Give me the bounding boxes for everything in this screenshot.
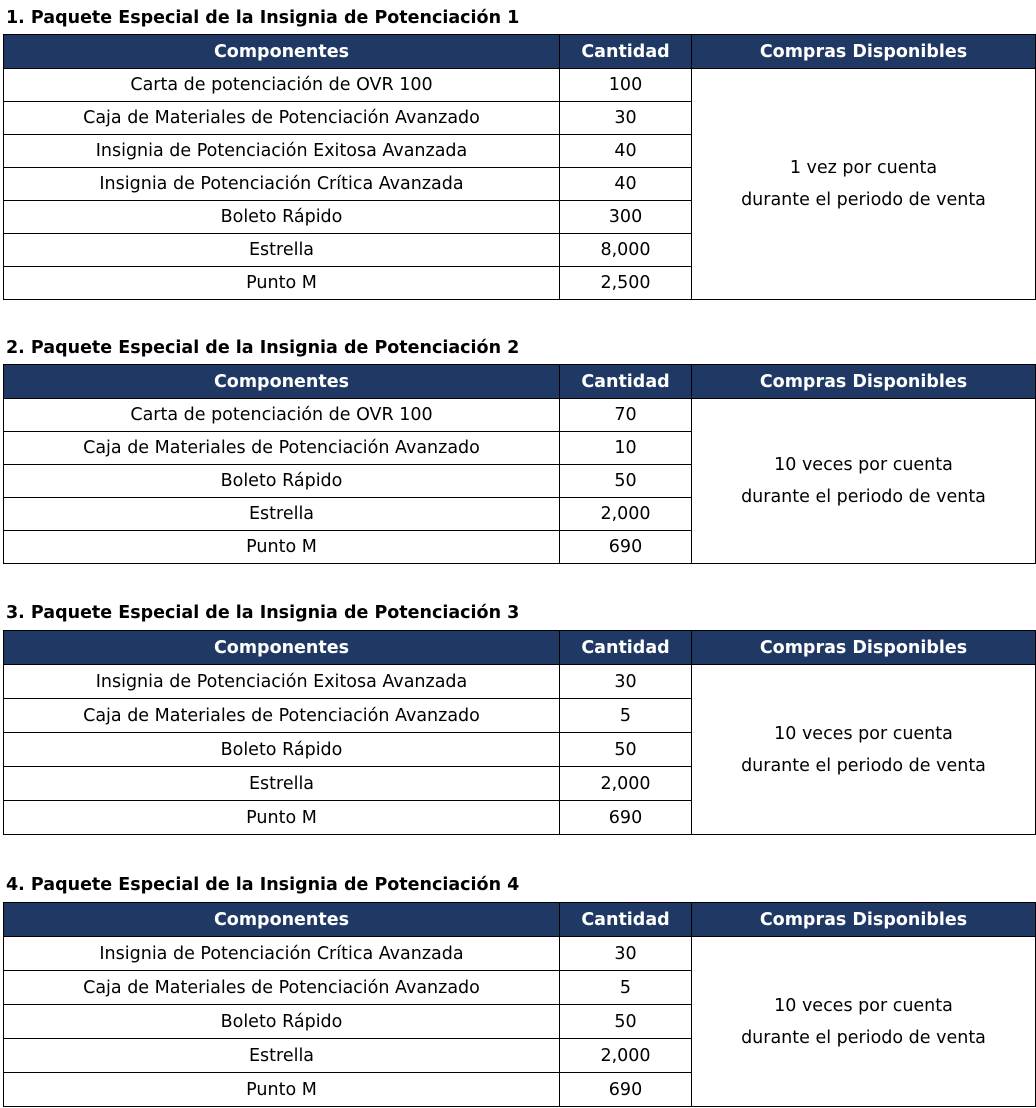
component-cell: Estrella [4,767,560,801]
availability-cell [692,665,1036,835]
table-row [4,665,1036,699]
component-cell: Insignia de Potenciación Exitosa Avanzada [4,135,560,168]
header-quantity: Cantidad [560,35,692,69]
component-cell: Caja de Materiales de Potenciación Avanzado [4,699,560,733]
component-cell: Punto M [4,801,560,835]
component-cell: Carta de potenciación de OVR 100 [4,69,560,102]
component-cell: Insignia de Potenciación Exitosa Avanzada [4,665,560,699]
header-components: Componentes [4,903,560,937]
quantity-cell: 8,000 [560,234,692,267]
component-cell: Boleto Rápido [4,201,560,234]
quantity-cell: 690 [560,801,692,835]
component-cell: Boleto Rápido [4,1005,560,1039]
header-quantity: Cantidad [560,631,692,665]
component-cell: Insignia de Potenciación Crítica Avanzada [4,937,560,971]
quantity-cell: 690 [560,1073,692,1107]
component-cell: Boleto Rápido [4,733,560,767]
table-header-row [4,35,1036,69]
component-cell: Insignia de Potenciación Crítica Avanzada [4,168,560,201]
quantity-cell: 70 [560,399,692,432]
quantity-cell: 50 [560,465,692,498]
availability-line-2: durante el periodo de venta [741,755,986,776]
quantity-cell: 30 [560,665,692,699]
quantity-cell: 300 [560,201,692,234]
component-cell: Caja de Materiales de Potenciación Avanzado [4,102,560,135]
header-components: Componentes [4,631,560,665]
component-cell: Caja de Materiales de Potenciación Avanzado [4,432,560,465]
header-availability: Compras Disponibles [692,365,1036,399]
component-cell: Estrella [4,1039,560,1073]
availability-line-1: 10 veces por cuenta [774,723,953,744]
quantity-cell: 30 [560,102,692,135]
header-quantity: Cantidad [560,903,692,937]
quantity-cell: 2,000 [560,767,692,801]
quantity-cell: 10 [560,432,692,465]
availability-cell [692,69,1036,300]
component-cell: Carta de potenciación de OVR 100 [4,399,560,432]
header-quantity: Cantidad [560,365,692,399]
component-cell: Punto M [4,267,560,300]
package-title: 2. Paquete Especial de la Insignia de Potenciación 2 [6,338,520,358]
quantity-cell: 690 [560,531,692,564]
quantity-cell: 5 [560,699,692,733]
header-availability: Compras Disponibles [692,35,1036,69]
table-row [4,937,1036,971]
availability-line-1: 10 veces por cuenta [774,455,953,475]
table-header-row [4,631,1036,665]
quantity-cell: 5 [560,971,692,1005]
package-table [3,630,1036,835]
package-table [3,902,1036,1107]
table-row [4,69,1036,102]
table-header-row [4,365,1036,399]
availability-line-2: durante el periodo de venta [741,487,986,507]
header-availability: Compras Disponibles [692,631,1036,665]
component-cell: Punto M [4,531,560,564]
component-cell: Punto M [4,1073,560,1107]
package-table [3,34,1036,300]
quantity-cell: 2,000 [560,1039,692,1073]
availability-cell [692,399,1036,564]
table-row [4,399,1036,432]
component-cell: Caja de Materiales de Potenciación Avanzado [4,971,560,1005]
quantity-cell: 40 [560,168,692,201]
package-title: 4. Paquete Especial de la Insignia de Potenciación 4 [6,875,520,895]
availability-line-1: 10 veces por cuenta [774,995,953,1016]
table-header-row [4,903,1036,937]
availability-line-2: durante el periodo de venta [741,1027,986,1048]
header-availability: Compras Disponibles [692,903,1036,937]
package-title: 1. Paquete Especial de la Insignia de Potenciación 1 [6,8,520,28]
quantity-cell: 50 [560,1005,692,1039]
quantity-cell: 30 [560,937,692,971]
header-components: Componentes [4,35,560,69]
package-title: 3. Paquete Especial de la Insignia de Potenciación 3 [6,603,520,623]
quantity-cell: 2,000 [560,498,692,531]
component-cell: Boleto Rápido [4,465,560,498]
quantity-cell: 100 [560,69,692,102]
header-components: Componentes [4,365,560,399]
component-cell: Estrella [4,234,560,267]
package-table [3,364,1036,564]
quantity-cell: 2,500 [560,267,692,300]
availability-cell [692,937,1036,1107]
availability-line-2: durante el periodo de venta [741,190,986,210]
component-cell: Estrella [4,498,560,531]
quantity-cell: 40 [560,135,692,168]
quantity-cell: 50 [560,733,692,767]
availability-line-1: 1 vez por cuenta [789,158,938,178]
